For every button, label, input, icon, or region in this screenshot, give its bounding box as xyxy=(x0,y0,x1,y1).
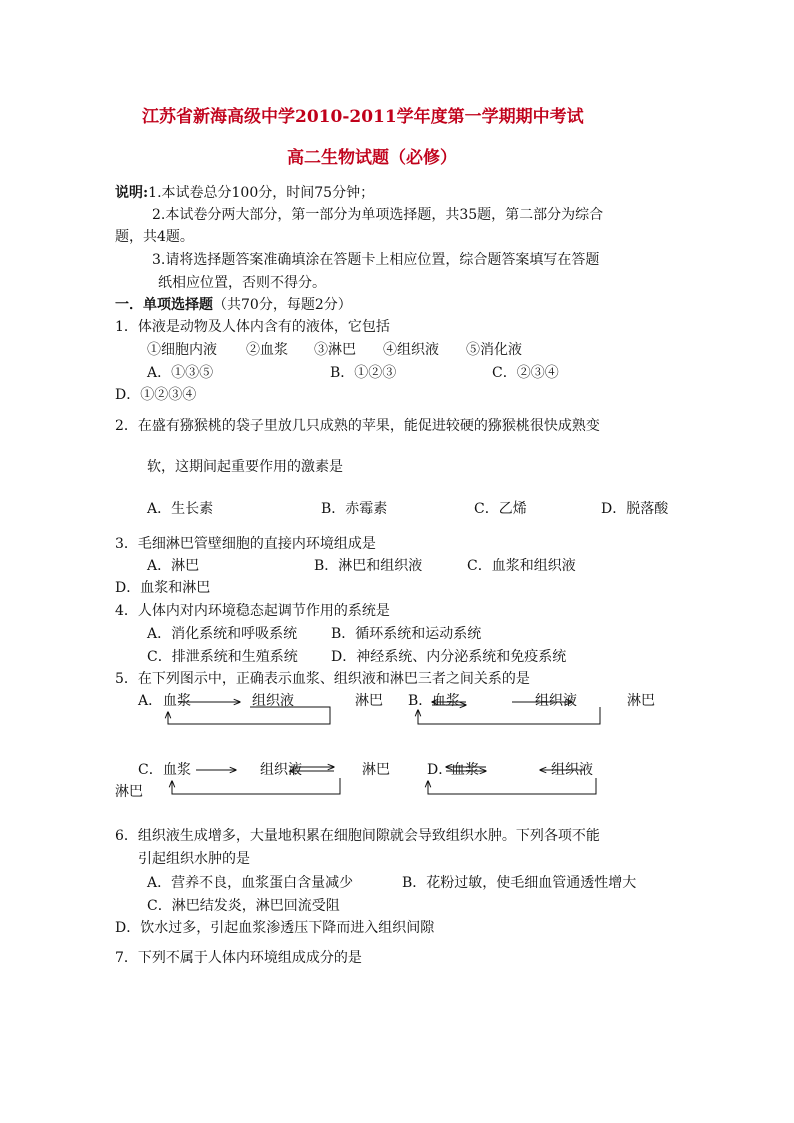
exam-title: 江苏省新海高级中学2010-2011学年度第一学期期中考试 xyxy=(142,107,584,127)
q5-b-arrows xyxy=(418,702,600,724)
q5-c-node-lymph: 淋巴 xyxy=(362,762,390,778)
q1-option-d: D．①②③④ xyxy=(115,387,197,403)
q3-stem: 3．毛细淋巴管壁细胞的直接内环境组成是 xyxy=(115,536,376,552)
q5-a-node-plasma: 血浆 xyxy=(163,693,191,709)
q2-option-a: A．生长素 xyxy=(147,501,214,517)
q4-option-d: D．神经系统、内分泌系统和免疫系统 xyxy=(331,649,567,665)
q4-option-c: C．排泄系统和生殖系统 xyxy=(147,649,298,665)
q5-d-node-plasma: 血浆 xyxy=(451,762,479,778)
q2-stem-b: 软，这期间起重要作用的激素是 xyxy=(147,459,343,475)
q4-option-b: B．循环系统和运动系统 xyxy=(331,626,482,642)
q5-b-node-lymph: 淋巴 xyxy=(627,693,655,709)
q5-a-label: A． xyxy=(138,693,163,709)
q6-stem-a: 6．组织液生成增多，大量地积累在细胞间隙就会导致组织水肿。下列各项不能 xyxy=(115,828,600,844)
q1-stem: 1．体液是动物及人体内含有的液体，它包括 xyxy=(115,319,390,335)
instructions-label: 说明: xyxy=(115,185,149,201)
q5-d-label: D． xyxy=(427,762,453,778)
q5-b-label: B． xyxy=(408,693,433,709)
q5-d-node-tissue-fluid: 组织液 xyxy=(551,762,593,778)
q1-option-a: A．①③⑤ xyxy=(147,365,214,381)
exam-subtitle: 高二生物试题（必修） xyxy=(287,148,457,168)
q5-d-arrows xyxy=(428,767,596,794)
q3-option-b: B．淋巴和组织液 xyxy=(314,558,423,574)
section-1-note: （共70分，每题2分） xyxy=(213,297,352,313)
q1-item-5: ⑤消化液 xyxy=(466,342,522,358)
instruction-3a: 3.请将选择题答案准确填涂在答题卡上相应位置，综合题答案填写在答题 xyxy=(152,252,600,268)
q5-a-node-tissue-fluid: 组织液 xyxy=(252,693,294,709)
q5-b-node-plasma: 血浆 xyxy=(432,693,460,709)
q6-option-a: A．营养不良，血浆蛋白含量减少 xyxy=(147,875,354,891)
q5-d-node-lymph: 淋巴 xyxy=(115,784,143,800)
q6-option-c: C．淋巴结发炎，淋巴回流受阻 xyxy=(147,898,340,914)
q3-option-a: A．淋巴 xyxy=(147,558,200,574)
section-1-title: 一．单项选择题 xyxy=(115,297,213,313)
q3-option-c: C．血浆和组织液 xyxy=(467,558,576,574)
q5-c-node-plasma: 血浆 xyxy=(163,762,191,778)
q2-option-c: C．乙烯 xyxy=(474,501,527,517)
instruction-1: 1.本试卷总分100分，时间75分钟； xyxy=(148,185,375,201)
instruction-3b: 纸相应位置，否则不得分。 xyxy=(158,275,326,291)
q6-option-d: D．饮水过多，引起血浆渗透压下降而进入组织间隙 xyxy=(115,920,435,936)
q2-stem-a: 2．在盛有猕猴桃的袋子里放几只成熟的苹果，能促进较硬的猕猴桃很快成熟变 xyxy=(115,418,600,434)
q5-a-node-lymph: 淋巴 xyxy=(355,693,383,709)
q6-stem-b: 引起组织水肿的是 xyxy=(138,851,250,867)
q1-item-2: ②血浆 xyxy=(246,342,288,358)
q5-b-node-tissue-fluid: 组织液 xyxy=(535,693,577,709)
q5-a-arrows xyxy=(168,702,330,724)
q3-option-d: D．血浆和淋巴 xyxy=(115,580,211,596)
q1-item-3: ③淋巴 xyxy=(314,342,356,358)
instruction-2a: 2.本试卷分两大部分，第一部分为单项选择题，共35题，第二部分为综合 xyxy=(152,207,604,223)
q5-c-arrow-loop xyxy=(172,778,340,794)
q2-option-d: D．脱落酸 xyxy=(601,501,669,517)
q5-c-label: C． xyxy=(138,762,163,778)
q5-c-arrows xyxy=(172,767,340,794)
q2-option-b: B．赤霉素 xyxy=(321,501,388,517)
q7-stem: 7．下列不属于人体内环境组成成分的是 xyxy=(115,950,362,966)
q6-option-b: B．花粉过敏，使毛细血管通透性增大 xyxy=(402,875,637,891)
q5-d-arrow-loop xyxy=(428,778,596,794)
q1-item-1: ①细胞内液 xyxy=(147,342,217,358)
instruction-2b: 题，共4题。 xyxy=(115,229,194,245)
q4-stem: 4．人体内对内环境稳态起调节作用的系统是 xyxy=(115,603,390,619)
q5-b-arrow-loop xyxy=(418,707,600,724)
q4-option-a: A．消化系统和呼吸系统 xyxy=(147,626,298,642)
q1-option-c: C．②③④ xyxy=(492,365,559,381)
q1-item-4: ④组织液 xyxy=(383,342,439,358)
q1-option-b: B．①②③ xyxy=(330,365,397,381)
q5-a-arrow-loop xyxy=(168,707,330,724)
q5-c-node-tissue-fluid: 组织液 xyxy=(260,762,302,778)
q5-stem: 5．在下列图示中，正确表示血浆、组织液和淋巴三者之间关系的是 xyxy=(115,671,530,687)
